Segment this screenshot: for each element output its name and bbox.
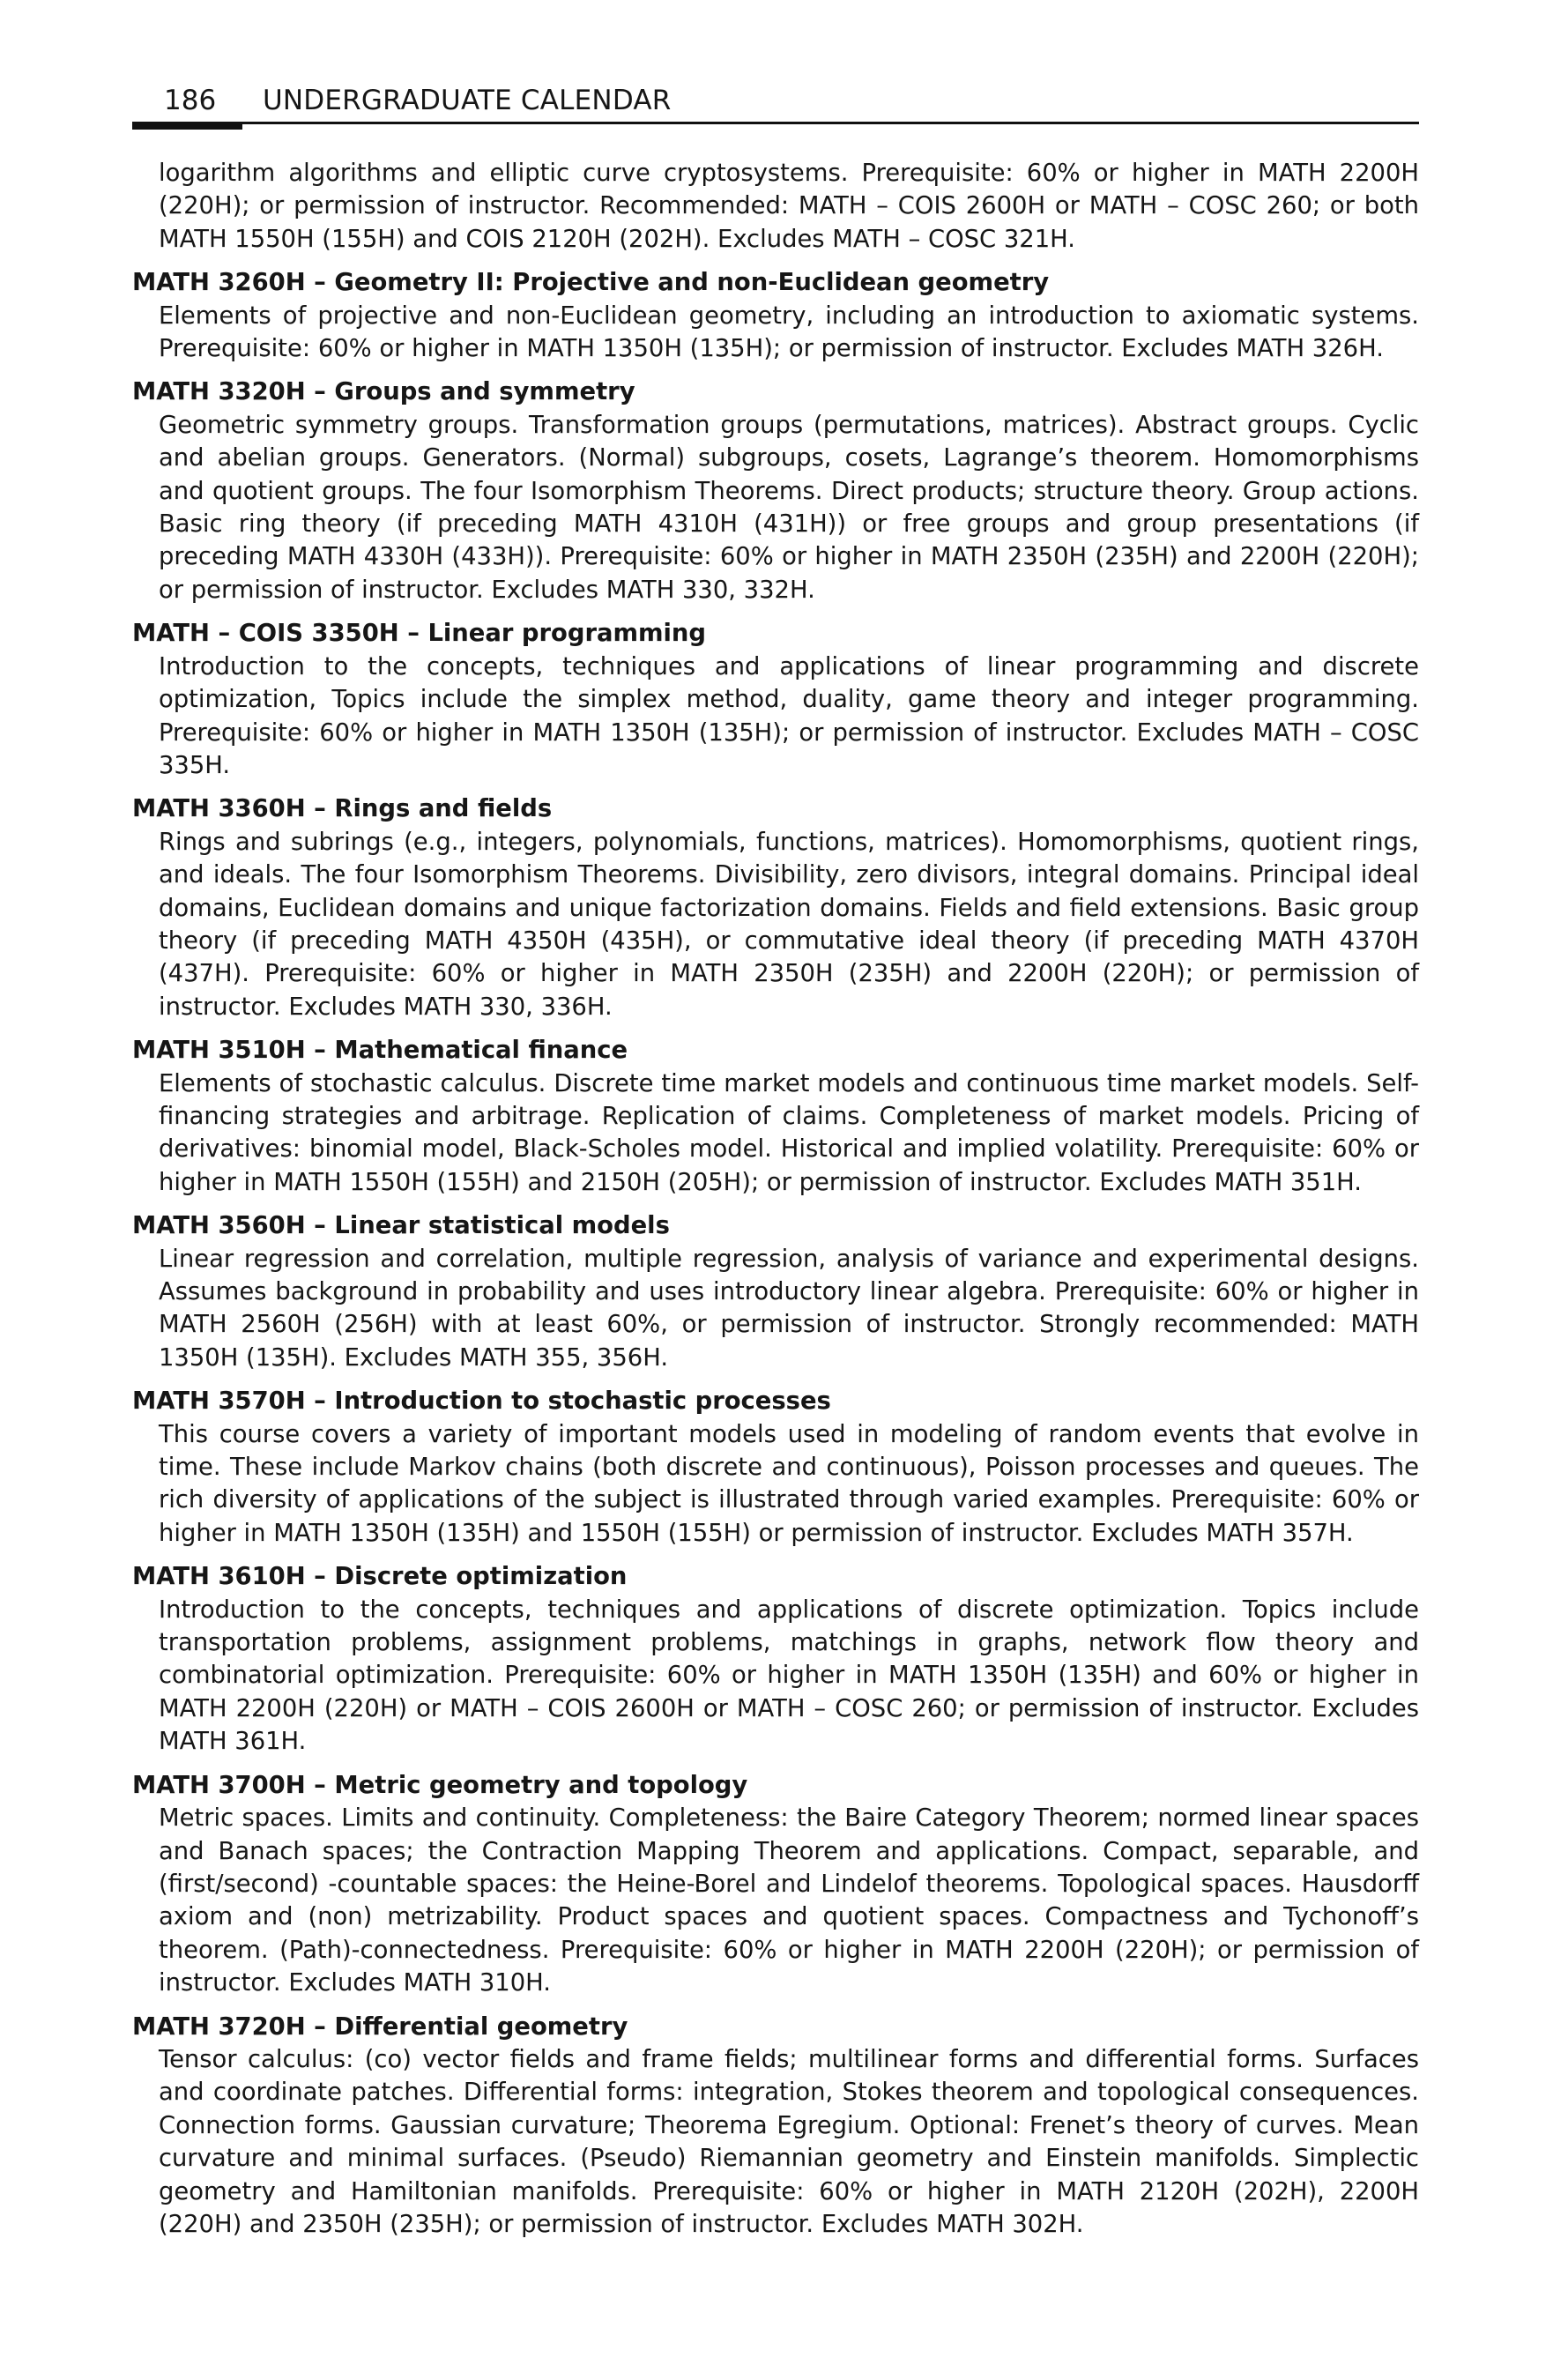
course-entry-math-3360h — [132, 792, 1419, 1023]
course-title: MATH – COIS 3350H – Linear programming — [132, 620, 707, 648]
course-entry-math-3720h — [132, 2011, 1419, 2242]
course-title: MATH 3610H – Discrete optimization — [132, 1563, 628, 1591]
page-number: 186 — [164, 85, 217, 116]
header-rule — [132, 122, 1419, 124]
course-description: This course covers a variety of important models used in modeling of random events that evolve in time. These include Markov chains (both discrete and continuous), Poisson processes and queues. The rich diversity of applications of the subject is illustrated through varied examples. Prerequisite: 60% or higher in MATH 1350H (135H) and 1550H (155H) or permission of instructor. Excludes MATH 357H. — [159, 1420, 1419, 1547]
running-title: UNDERGRADUATE CALENDAR — [263, 85, 672, 116]
course-title: MATH 3260H – Geometry II: Projective and non-Euclidean geometry — [132, 269, 1050, 297]
course-entry-math-3700h — [132, 1769, 1419, 2000]
course-description: Introduction to the concepts, techniques and applications of discrete optimization. Topics include transportation problems, assignment problems, matchings in graphs, network flow theory and combinatorial optimization. Prerequisite: 60% or higher in MATH 1350H (135H) and 60% or higher in MATH 2200H (220H) or MATH – COIS 2600H or MATH – COSC 260; or permission of instructor. Excludes MATH 361H. — [159, 1595, 1419, 1756]
course-entry-math-3610h — [132, 1560, 1419, 1758]
course-title: MATH 3360H – Rings and fields — [132, 795, 553, 823]
course-title: MATH 3700H – Metric geometry and topology — [132, 1771, 748, 1799]
course-description: Metric spaces. Limits and continuity. Completeness: the Baire Category Theorem; normed linear spaces and Banach spaces; the Contraction Mapping Theorem and applications. Compact, separable, and (first/second) -countable spaces: the Heine-Borel and Lindelof theorems. Topological spaces. Hausdorff axiom and (non) metrizability. Product spaces and quotient spaces. Compactness and Tychonoff’s theorem. (Path)-connectedness. Prerequisite: 60% or higher in MATH 2200H (220H); or permission of instructor. Excludes MATH 310H. — [159, 1804, 1419, 1997]
page-header — [132, 81, 1419, 127]
course-title: MATH 3320H – Groups and symmetry — [132, 378, 635, 406]
course-description: Rings and subrings (e.g., integers, polynomials, functions, matrices). Homomorphisms, quotient rings, and ideals. The four Isomorphism Theorems. Divisibility, zero divisors, integral domains. Principal ideal domains, Euclidean domains and unique factorization domains. Fields and field extensions. Basic group theory (if preceding MATH 4350H (435H), or commutative ideal theory (if preceding MATH 4370H (437H). Prerequisite: 60% or higher in MATH 2350H (235H) and 2200H (220H); or permission of instructor. Excludes MATH 330, 336H. — [159, 828, 1419, 1021]
course-title: MATH 3720H – Differential geometry — [132, 2012, 628, 2041]
course-description: Tensor calculus: (co) vector fields and frame fields; multilinear forms and differential forms. Surfaces and coordinate patches. Differential forms: integration, Stokes theorem and topological consequences. Connection forms. Gaussian curvature; Theorema Egregium. Optional: Frenet’s theory of curves. Mean curvature and minimal surfaces. (Pseudo) Riemannian geometry and Einstein manifolds. Simplectic geometry and Hamiltonian manifolds. Prerequisite: 60% or higher in MATH 2120H (202H), 2200H (220H) and 2350H (235H); or permission of instructor. Excludes MATH 302H. — [159, 2045, 1419, 2238]
course-entry-math-cois-3350h — [132, 617, 1419, 782]
course-description: Introduction to the concepts, techniques and applications of linear programming and discrete optimization, Topics include the simplex method, duality, game theory and integer programming. Prerequisite: 60% or higher in MATH 1350H (135H); or permission of instructor. Excludes MATH – COSC 335H. — [159, 652, 1419, 779]
course-description: Geometric symmetry groups. Transformation groups (permutations, matrices). Abstract groups. Cyclic and abelian groups. Generators. (Normal) subgroups, cosets, Lagrange’s theorem. Homomorphisms and quotient groups. The four Isomorphism Theorems. Direct products; structure theory. Group actions. Basic ring theory (if preceding MATH 4310H (431H)) or free groups and group presentations (if preceding MATH 4330H (433H)). Prerequisite: 60% or higher in MATH 2350H (235H) and 2200H (220H); or permission of instructor. Excludes MATH 330, 332H. — [159, 411, 1419, 604]
course-title: MATH 3510H – Mathematical finance — [132, 1037, 628, 1065]
page-content — [132, 157, 1419, 2251]
course-title: MATH 3560H – Linear statistical models — [132, 1212, 670, 1240]
course-entry-math-3570h — [132, 1385, 1419, 1550]
course-entry-math-3320h — [132, 376, 1419, 606]
course-entry-math-3260h — [132, 266, 1419, 365]
course-entry-math-3560h — [132, 1209, 1419, 1374]
course-description: Linear regression and correlation, multiple regression, analysis of variance and experimental designs. Assumes background in probability and uses introductory linear algebra. Prerequisite: 60% or higher in MATH 2560H (256H) with at least 60%, or permission of instructor. Strongly recommended: MATH 1350H (135H). Excludes MATH 355, 356H. — [159, 1245, 1419, 1372]
course-title: MATH 3570H – Introduction to stochastic processes — [132, 1387, 831, 1416]
course-entry-math-3510h — [132, 1034, 1419, 1199]
header-tab-marker — [132, 122, 242, 130]
course-description: Elements of projective and non-Euclidean geometry, including an introduction to axiomatic systems. Prerequisite: 60% or higher in MATH 1350H (135H); or permission of instructor. Excludes MATH 326H. — [159, 301, 1419, 363]
continued-description: logarithm algorithms and elliptic curve cryptosystems. Prerequisite: 60% or higher in MATH 2200H (220H); or permission of instructor. Recommended: MATH – COIS 2600H or MATH – COSC 260; or both MATH 1550H (155H) and COIS 2120H (202H). Excludes MATH – COSC 321H. — [159, 160, 1419, 253]
course-description: Elements of stochastic calculus. Discrete time market models and continuous time market models. Self-financing strategies and arbitrage. Replication of claims. Completeness of market models. Pricing of derivatives: binomial model, Black-Scholes model. Historical and implied volatility. Prerequisite: 60% or higher in MATH 1550H (155H) and 2150H (205H); or permission of instructor. Excludes MATH 351H. — [159, 1069, 1419, 1196]
